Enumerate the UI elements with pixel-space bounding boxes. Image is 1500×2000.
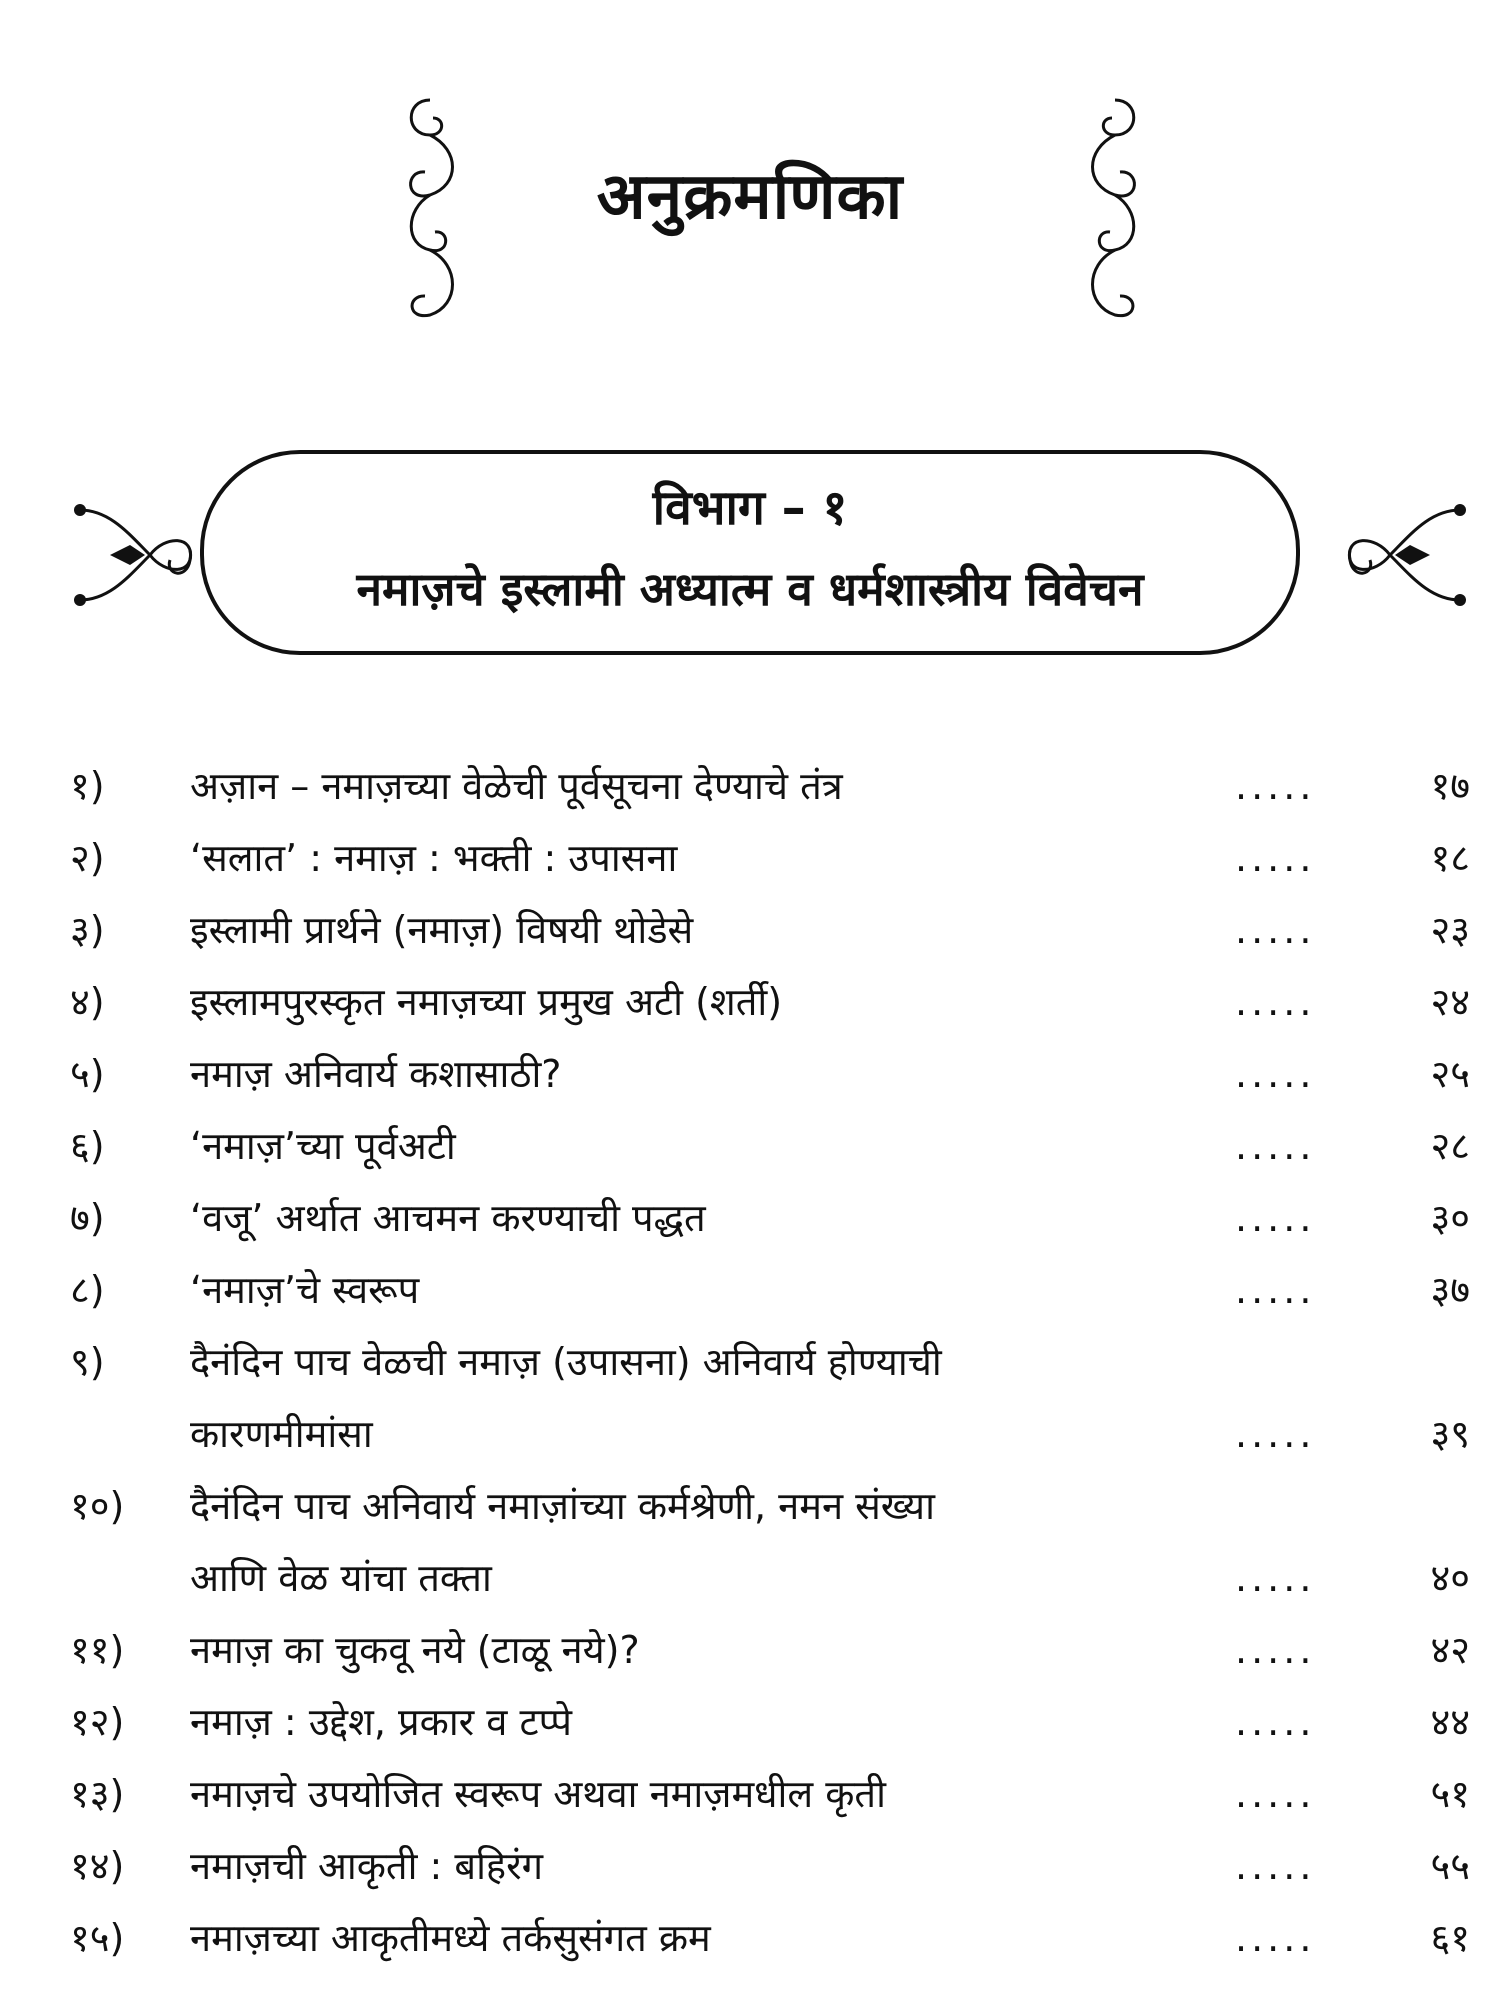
entry-page: ३०	[1430, 1196, 1470, 1240]
entry-page: ३९	[1430, 1412, 1470, 1456]
leader-dots: .....	[1235, 1844, 1316, 1888]
toc-entry-continuation[interactable]	[70, 1542, 1470, 1614]
toc-entry[interactable]	[70, 750, 1470, 822]
entry-number: ११)	[70, 1628, 125, 1672]
entry-page: १८	[1430, 836, 1470, 880]
flourish-right-icon	[1340, 480, 1470, 630]
entry-page: ४४	[1430, 1700, 1470, 1744]
entry-page: २३	[1430, 908, 1470, 952]
leader-dots: .....	[1235, 908, 1316, 952]
leader-dots: .....	[1235, 1628, 1316, 1672]
toc-entry[interactable]	[70, 1110, 1470, 1182]
entry-title: नमाज़चे उपयोजित स्वरूप अथवा नमाज़मधील कृती	[190, 1772, 886, 1816]
entry-number: ३)	[70, 908, 105, 952]
leader-dots: .....	[1235, 1700, 1316, 1744]
entry-number: ४)	[70, 980, 105, 1024]
toc-entry[interactable]	[70, 966, 1470, 1038]
entry-title: नमाज़ अनिवार्य कशासाठी?	[190, 1052, 562, 1096]
entry-title: नमाज़ का चुकवू नये (टाळू नये)?	[190, 1628, 640, 1672]
leader-dots: .....	[1235, 1916, 1316, 1960]
leader-dots: .....	[1235, 1124, 1316, 1168]
section-header-box	[200, 450, 1300, 655]
toc-entry[interactable]	[70, 894, 1470, 966]
entry-number: १४)	[70, 1844, 125, 1888]
entry-title: दैनंदिन पाच अनिवार्य नमाज़ांच्या कर्मश्रेणी, नमन संख्या	[190, 1484, 935, 1528]
entry-number: ५)	[70, 1052, 105, 1096]
leader-dots: .....	[1235, 1412, 1316, 1456]
entry-title: दैनंदिन पाच वेळची नमाज़ (उपासना) अनिवार्य होण्याची	[190, 1340, 942, 1384]
entry-number: १)	[70, 764, 105, 808]
toc-entry[interactable]	[70, 822, 1470, 894]
toc-entry[interactable]	[70, 1758, 1470, 1830]
flourish-left-icon	[70, 480, 200, 630]
leader-dots: .....	[1235, 980, 1316, 1024]
entry-title: ‘नमाज़’चे स्वरूप	[190, 1268, 420, 1312]
entry-number: ६)	[70, 1124, 105, 1168]
entry-number: ८)	[70, 1268, 105, 1312]
toc-entry[interactable]	[70, 1254, 1470, 1326]
entry-number: ९)	[70, 1340, 105, 1384]
entry-page: ५१	[1430, 1772, 1470, 1816]
entry-title: इस्लामपुरस्कृत नमाज़च्या प्रमुख अटी (शर्ती)	[190, 980, 783, 1024]
entry-page: ५५	[1430, 1844, 1470, 1888]
toc-entry[interactable]	[70, 1830, 1470, 1902]
entry-page: ४२	[1430, 1628, 1470, 1672]
entry-number: १०)	[70, 1484, 125, 1528]
toc-entry[interactable]	[70, 1902, 1470, 1974]
table-of-contents	[70, 750, 1470, 1974]
leader-dots: .....	[1235, 1556, 1316, 1600]
entry-page: २४	[1430, 980, 1470, 1024]
leader-dots: .....	[1235, 1052, 1316, 1096]
entry-title: नमाज़ची आकृती : बहिरंग	[190, 1844, 544, 1888]
toc-entry[interactable]	[70, 1470, 1470, 1542]
leader-dots: .....	[1235, 1772, 1316, 1816]
entry-title: ‘नमाज़’च्या पूर्वअटी	[190, 1124, 456, 1168]
entry-title: ‘वजू’ अर्थात आचमन करण्याची पद्धत	[190, 1196, 706, 1240]
section-title: नमाज़चे इस्लामी अध्यात्म व धर्मशास्त्रीय विवेचन	[356, 562, 1144, 616]
section-label: विभाग – १	[652, 480, 848, 536]
leader-dots: .....	[1235, 1268, 1316, 1312]
entry-page: ६१	[1430, 1916, 1470, 1960]
entry-number: १२)	[70, 1700, 125, 1744]
entry-page: २५	[1430, 1052, 1470, 1096]
entry-title: नमाज़ : उद्देश, प्रकार व टप्पे	[190, 1700, 572, 1744]
leader-dots: .....	[1235, 1196, 1316, 1240]
entry-number: २)	[70, 836, 105, 880]
toc-entry[interactable]	[70, 1614, 1470, 1686]
page-title-container	[0, 150, 1500, 237]
page-title: अनुक्रमणिका	[596, 160, 904, 234]
entry-title: अज़ान – नमाज़च्या वेळेची पूर्वसूचना देण्याचे तंत्र	[190, 764, 843, 808]
leader-dots: .....	[1235, 764, 1316, 808]
entry-title: इस्लामी प्रार्थने (नमाज़) विषयी थोडेसे	[190, 908, 694, 952]
toc-entry[interactable]	[70, 1686, 1470, 1758]
toc-entry[interactable]	[70, 1038, 1470, 1110]
entry-title-continuation: कारणमीमांसा	[190, 1412, 373, 1456]
toc-entry-continuation[interactable]	[70, 1398, 1470, 1470]
entry-page: ४०	[1430, 1556, 1470, 1600]
toc-entry[interactable]	[70, 1326, 1470, 1398]
toc-entry[interactable]	[70, 1182, 1470, 1254]
entry-number: १५)	[70, 1916, 125, 1960]
entry-title: नमाज़च्या आकृतीमध्ये तर्कसुसंगत क्रम	[190, 1916, 711, 1960]
entry-title-continuation: आणि वेळ यांचा तक्ता	[190, 1556, 492, 1600]
leader-dots: .....	[1235, 836, 1316, 880]
entry-title: ‘सलात’ : नमाज़ : भक्ती : उपासना	[190, 836, 678, 880]
entry-page: २८	[1430, 1124, 1470, 1168]
entry-page: १७	[1430, 764, 1470, 808]
entry-number: ७)	[70, 1196, 105, 1240]
entry-page: ३७	[1430, 1268, 1470, 1312]
entry-number: १३)	[70, 1772, 125, 1816]
